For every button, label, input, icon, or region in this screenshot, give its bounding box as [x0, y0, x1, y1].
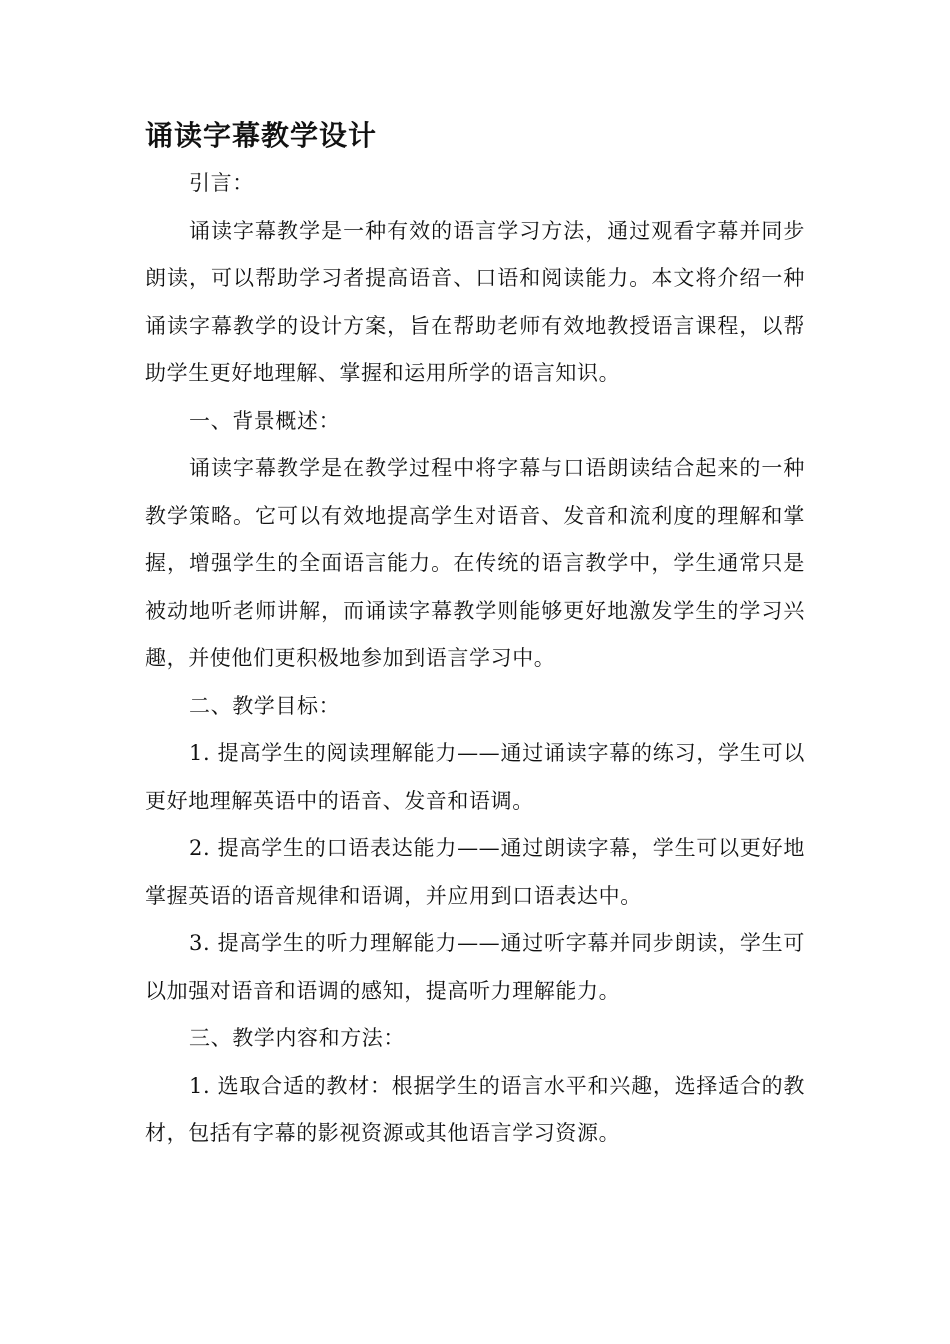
goal-item-1: 1. 提高学生的阅读理解能力——通过诵读字幕的练习，学生可以更好地理解英语中的语音、发音和语调。 [145, 741, 805, 813]
paragraph-intro: 诵读字幕教学是一种有效的语言学习方法，通过观看字幕并同步朗读，可以帮助学习者提高语音、口语和阅读能力。本文将介绍一种诵读字幕教学的设计方案，旨在帮助老师有效地教授语言课程，以帮助学生更好地理解、掌握和运用所学的语言知识。 [145, 218, 805, 385]
goal-item-3: 3. 提高学生的听力理解能力——通过听字幕并同步朗读，学生可以加强对语音和语调的感知，提高听力理解能力。 [145, 931, 805, 1003]
section-heading-content-methods: 三、教学内容和方法： [189, 1026, 405, 1050]
document-body [145, 160, 805, 1158]
method-item-1: 1. 选取合适的教材：根据学生的语言水平和兴趣，选择适合的教材，包括有字幕的影视资源或其他语言学习资源。 [145, 1073, 805, 1145]
paragraph-intro-heading: 引言： [189, 171, 254, 195]
document-title: 诵读字幕教学设计 [145, 119, 378, 152]
goal-item-2: 2. 提高学生的口语表达能力——通过朗读字幕，学生可以更好地掌握英语的语音规律和语调，并应用到口语表达中。 [145, 836, 805, 908]
paragraph-background: 诵读字幕教学是在教学过程中将字幕与口语朗读结合起来的一种教学策略。它可以有效地提高学生对语音、发音和流利度的理解和掌握，增强学生的全面语言能力。在传统的语言教学中，学生通常只是被动地听老师讲解，而诵读字幕教学则能够更好地激发学生的学习兴趣，并使他们更积极地参加到语言学习中。 [145, 456, 805, 670]
section-heading-background: 一、背景概述： [189, 408, 341, 433]
section-heading-goals: 二、教学目标： [189, 693, 341, 718]
